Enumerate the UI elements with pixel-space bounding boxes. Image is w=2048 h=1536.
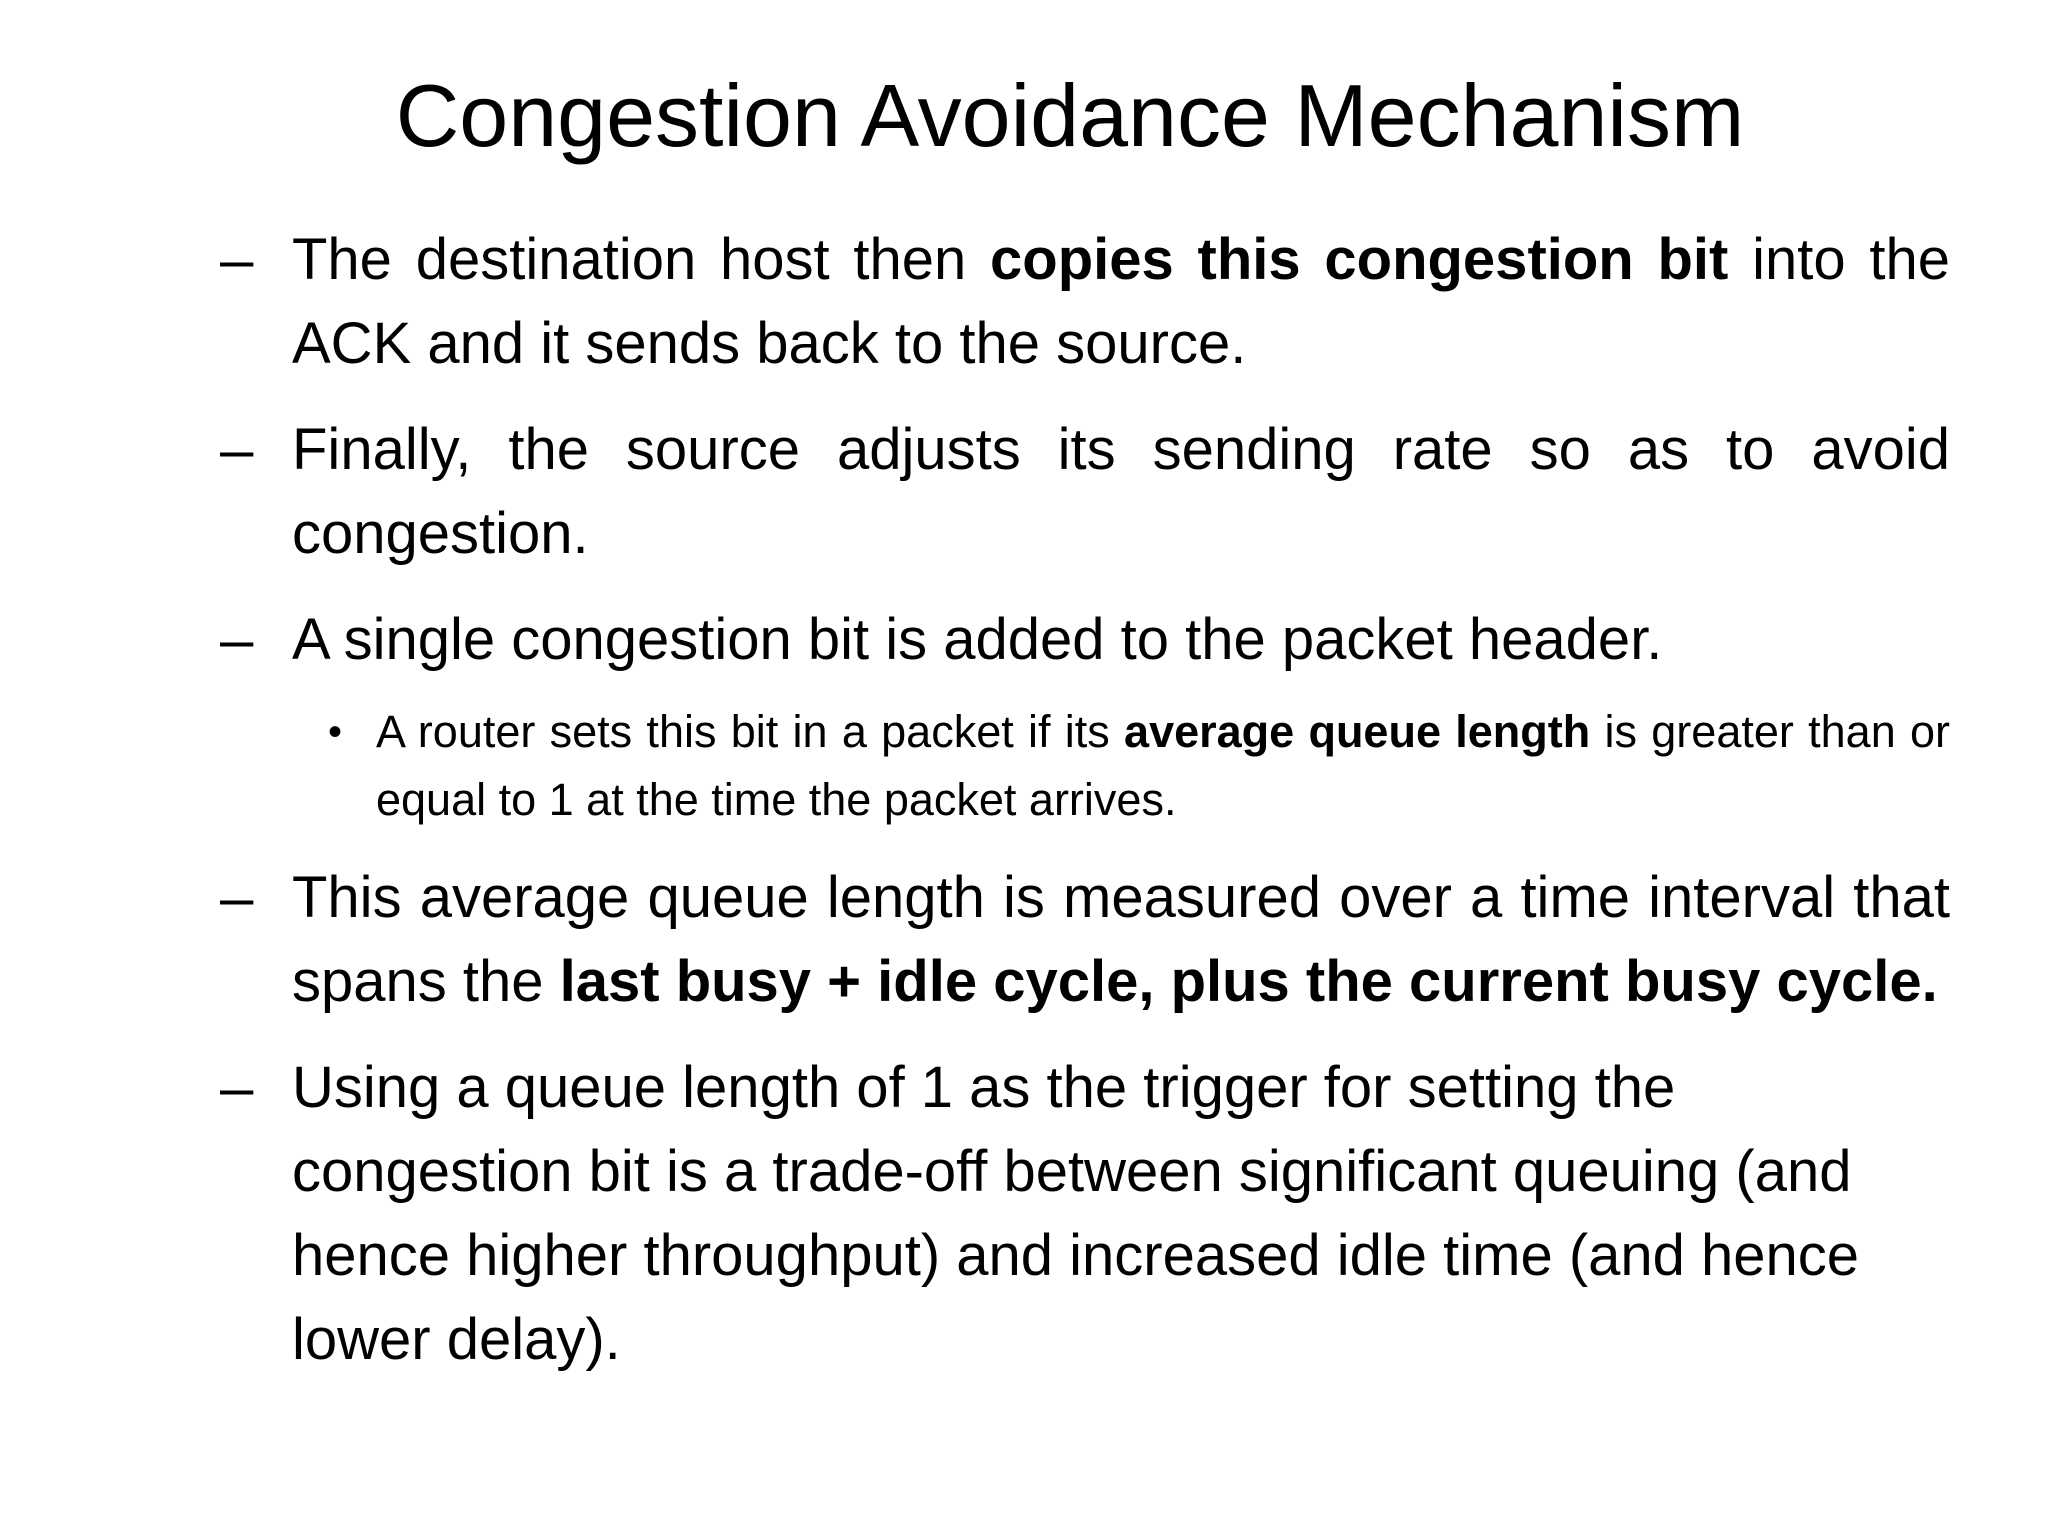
slide-title: Congestion Avoidance Mechanism [395,66,1745,165]
list-item [220,1046,1950,1382]
item-text-bold: copies this congestion bit [990,227,1729,292]
dash-marker: – [220,416,254,483]
sub-item-text-plain: A router sets this bit in a packet if its [376,706,1125,757]
item-text-plain: This average queue length is measured over a time interval that spans the [292,865,1950,1014]
item-text-bold: last busy + idle cycle, plus the current busy cycle. [559,949,1938,1014]
sub-item-text-plain: is greater than or equal to 1 at the time the packet arrives. [376,706,1951,825]
sub-list-item [328,698,1950,834]
item-text [292,218,1950,386]
dash-marker: – [220,226,254,293]
item-text [292,856,1950,1024]
item-text-plain: The destination host then [292,227,991,292]
item-text: Using a queue length of 1 as the trigger for setting the congestion bit is a trade-off between significant queuing (and hence higher throughput) and increased idle time (and hence lower delay). [292,1055,1860,1372]
list-item [220,856,1950,1024]
dash-marker: – [220,1054,254,1121]
list-item [220,598,1950,682]
item-text: Finally, the source adjusts its sending rate so as to avoid congestion. [292,417,1950,566]
slide-content [220,218,1950,1404]
list-item [220,408,1950,576]
bullet-marker: • [328,710,343,754]
item-text-plain: into the ACK and it sends back to the source. [292,227,1950,376]
dash-marker: – [220,606,254,673]
item-text: A single congestion bit is added to the packet header. [292,607,1663,672]
dash-marker: – [220,864,254,931]
sub-item-text-bold: average queue length [1124,706,1591,757]
list-item [220,218,1950,386]
sub-item-text [376,698,1950,834]
